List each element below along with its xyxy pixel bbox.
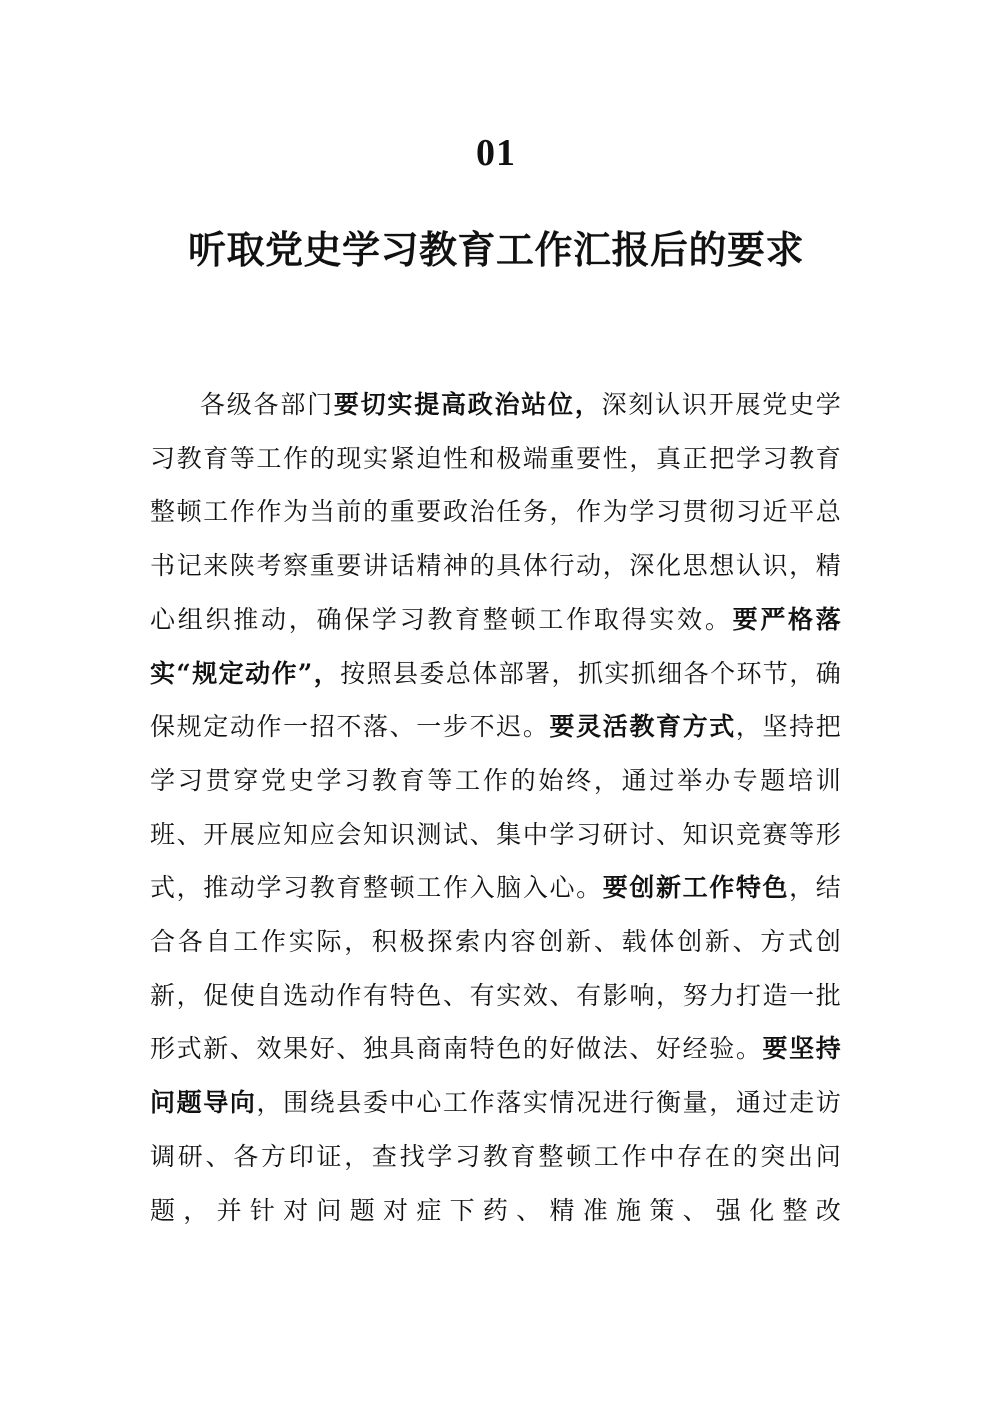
section-number: 01 xyxy=(476,132,516,174)
key-requirement-problem-oriented: 要坚持问题导向 xyxy=(150,1034,842,1118)
document-title: 听取党史学习教育工作汇报后的要求 xyxy=(187,227,804,272)
key-requirement-political-stance: 要切实提高政治站位， xyxy=(333,390,602,419)
key-requirement-flexible-education: 要灵活教育方式 xyxy=(549,712,736,742)
key-requirement-prescribed-actions: 要严格落实“规定动作”， xyxy=(150,604,843,688)
body-text-run: 按照县委总体部署，抓实抓细各个环节，确保规定动作一招不落、一步不迟。 xyxy=(150,658,842,742)
body-text-run: ，围绕县委中心工作落实情况进行衡量，通过走访调研、各方印证，查找学习教育整顿工作中存在的突出问题，并针对问题对症下药、精准施策、强化整改 xyxy=(150,1088,842,1225)
key-requirement-innovate-features: 要创新工作特色 xyxy=(602,873,790,903)
body-text-run: ，结合各自工作实际，积极探索内容创新、载体创新、方式创新，促使自选动作有特色、有实效、有影响，努力打造一批形式新、效果好、独具商南特色的好做法、好经验。 xyxy=(150,873,842,1064)
body-text-run: ，坚持把学习贯穿党史学习教育等工作的始终，通过举办专题培训班、开展应知应会知识测试、集中学习研讨、知识竞赛等形式，推动学习教育整顿工作入脑入心。 xyxy=(150,712,842,903)
body-text-run: 各级各部门 xyxy=(200,390,334,419)
body-text-run: 深刻认识开展党史学习教育等工作的现实紧迫性和极端重要性，真正把学习教育整顿工作作为当前的重要政治任务，作为学习贯彻习近平总书记来陕考察重要讲话精神的具体行动，深化思想认识，精心组织推动，确保学习教育整顿工作取得实效。 xyxy=(150,390,842,634)
body-paragraph xyxy=(150,378,842,1237)
